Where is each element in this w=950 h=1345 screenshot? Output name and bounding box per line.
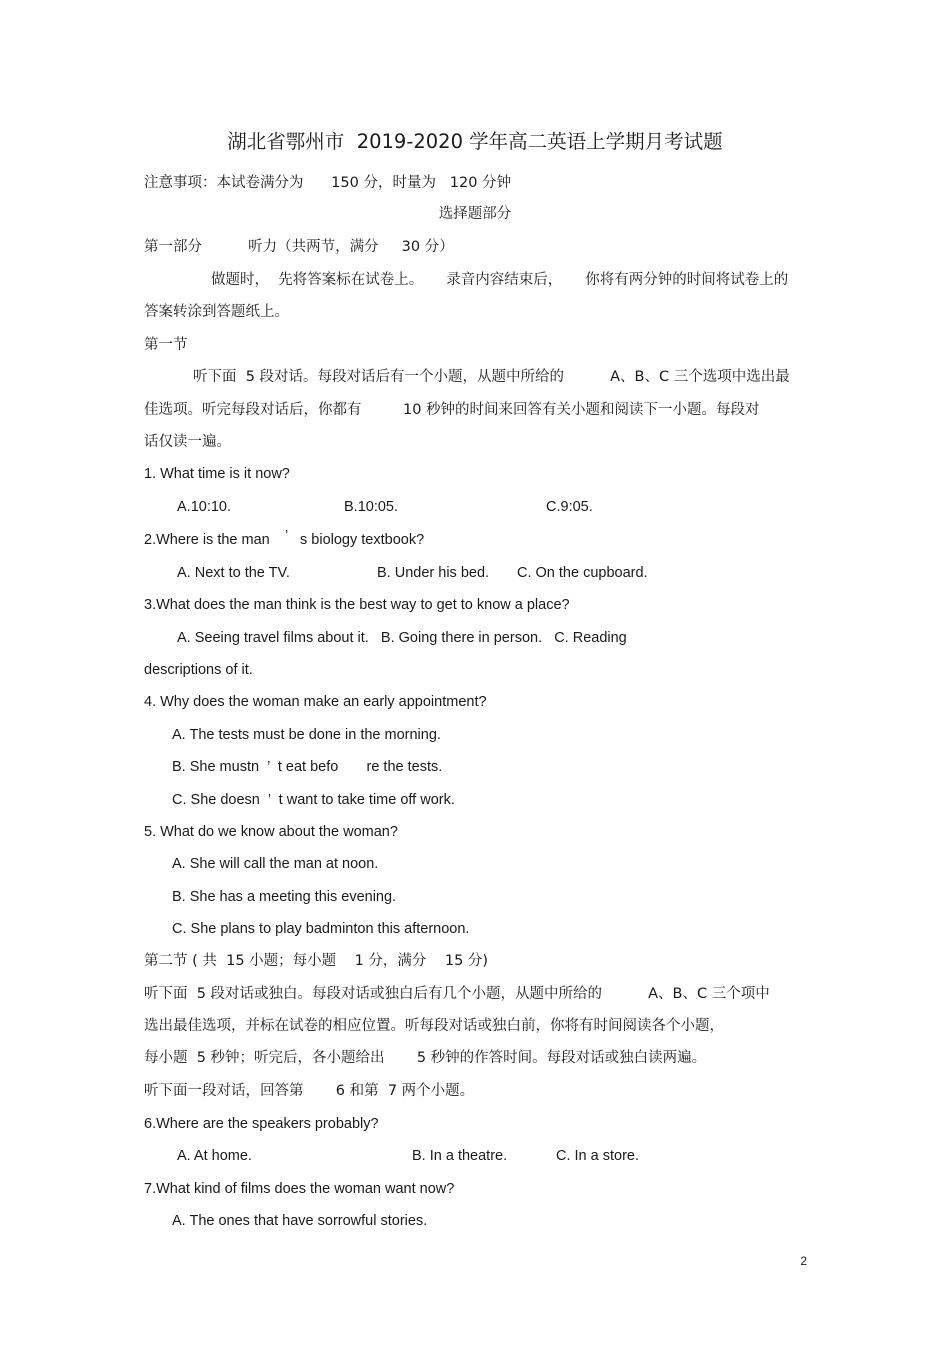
q6-option-b: B. In a theatre.: [412, 1148, 508, 1164]
q6-option-a: A. At home.: [177, 1148, 252, 1164]
part1-instructions-line2: 答案转涂到答题纸上。: [144, 304, 289, 320]
q2-option-c: C. On the cupboard.: [517, 565, 648, 581]
section2-instructions-line1: 听下面 5 段对话或独白。每段对话或独白后有几个小题，从题中所给的 A、B、C 三个项中: [144, 986, 770, 1002]
page-number: 2: [800, 1254, 807, 1268]
q2-option-a: A. Next to the TV.: [177, 565, 290, 581]
q5-option-c: C. She plans to play badminton this afternoon.: [172, 921, 470, 937]
section2-instructions-line3: 每小题 5 秒钟；听完后，各小题给出 5 秒钟的作答时间。每段对话或独白读两遍。: [144, 1050, 707, 1066]
q5-option-b: B. She has a meeting this evening.: [172, 889, 397, 905]
section1-heading: 第一节: [144, 337, 188, 353]
section2-instructions-line2: 选出最佳选项，并标在试卷的相应位置。听每段对话或独白前，你将有时间阅读各个小题，: [144, 1018, 724, 1034]
q1-option-b: B.10:05.: [344, 499, 399, 515]
q2-option-b: B. Under his bed.: [377, 565, 490, 581]
section2-dialogue-intro: 听下面一段对话，回答第 6 和第 7 两个小题。: [144, 1083, 475, 1099]
q6-option-c: C. In a store.: [556, 1148, 640, 1164]
section-heading: 选择题部分: [438, 206, 512, 222]
q4-option-c: C. She doesn ’ t want to take time off work.: [172, 792, 455, 808]
q5-option-a: A. She will call the man at noon.: [172, 856, 379, 872]
part1-heading: 第一部分 听力（共两节，满分 30 分）: [144, 239, 454, 255]
section1-instructions-line2: 佳选项。听完每段对话后，你都有 10 秒钟的时间来回答有关小题和阅读下一小题。每段对: [144, 402, 760, 418]
q3-options: A. Seeing travel films about it. B. Going there in person. C. Reading: [177, 630, 627, 646]
q1-option-c: C.9:05.: [546, 499, 593, 515]
notice-text: 注意事项：本试卷满分为 150 分，时量为 120 分钟: [144, 175, 512, 191]
q4-stem: 4. Why does the woman make an early appointment?: [144, 694, 487, 710]
q4-option-a: A. The tests must be done in the morning.: [172, 727, 441, 743]
page-title: 湖北省鄂州市 2019-2020 学年高二英语上学期月考试题: [227, 130, 723, 153]
q1-stem: 1. What time is it now?: [144, 466, 290, 482]
q2-stem-apostrophe: ’: [285, 528, 289, 544]
q5-stem: 5. What do we know about the woman?: [144, 824, 398, 840]
q4-option-b: B. She mustn ’ t eat befo re the tests.: [172, 759, 443, 775]
section1-instructions-line1: 听下面 5 段对话。每段对话后有一个小题，从题中所给的 A、B、C 三个选项中选出最: [193, 369, 790, 385]
q6-stem: 6.Where are the speakers probably?: [144, 1116, 379, 1132]
q3-stem: 3.What does the man think is the best way to get to know a place?: [144, 597, 570, 613]
q1-option-a: A.10:10.: [177, 499, 232, 515]
q2-stem-part2: s biology textbook?: [300, 532, 425, 548]
section2-heading: 第二节 ( 共 15 小题；每小题 1 分，满分 15 分): [144, 953, 489, 969]
part1-instructions-line1: 做题时， 先将答案标在试卷上。 录音内容结束后， 你将有两分钟的时间将试卷上的: [211, 272, 789, 288]
q7-option-a: A. The ones that have sorrowful stories.: [172, 1213, 428, 1229]
q3-options-continued: descriptions of it.: [144, 662, 253, 678]
q2-stem-part1: 2.Where is the man: [144, 532, 270, 548]
section1-instructions-line3: 话仅读一遍。: [144, 434, 231, 450]
q7-stem: 7.What kind of films does the woman want now?: [144, 1181, 455, 1197]
